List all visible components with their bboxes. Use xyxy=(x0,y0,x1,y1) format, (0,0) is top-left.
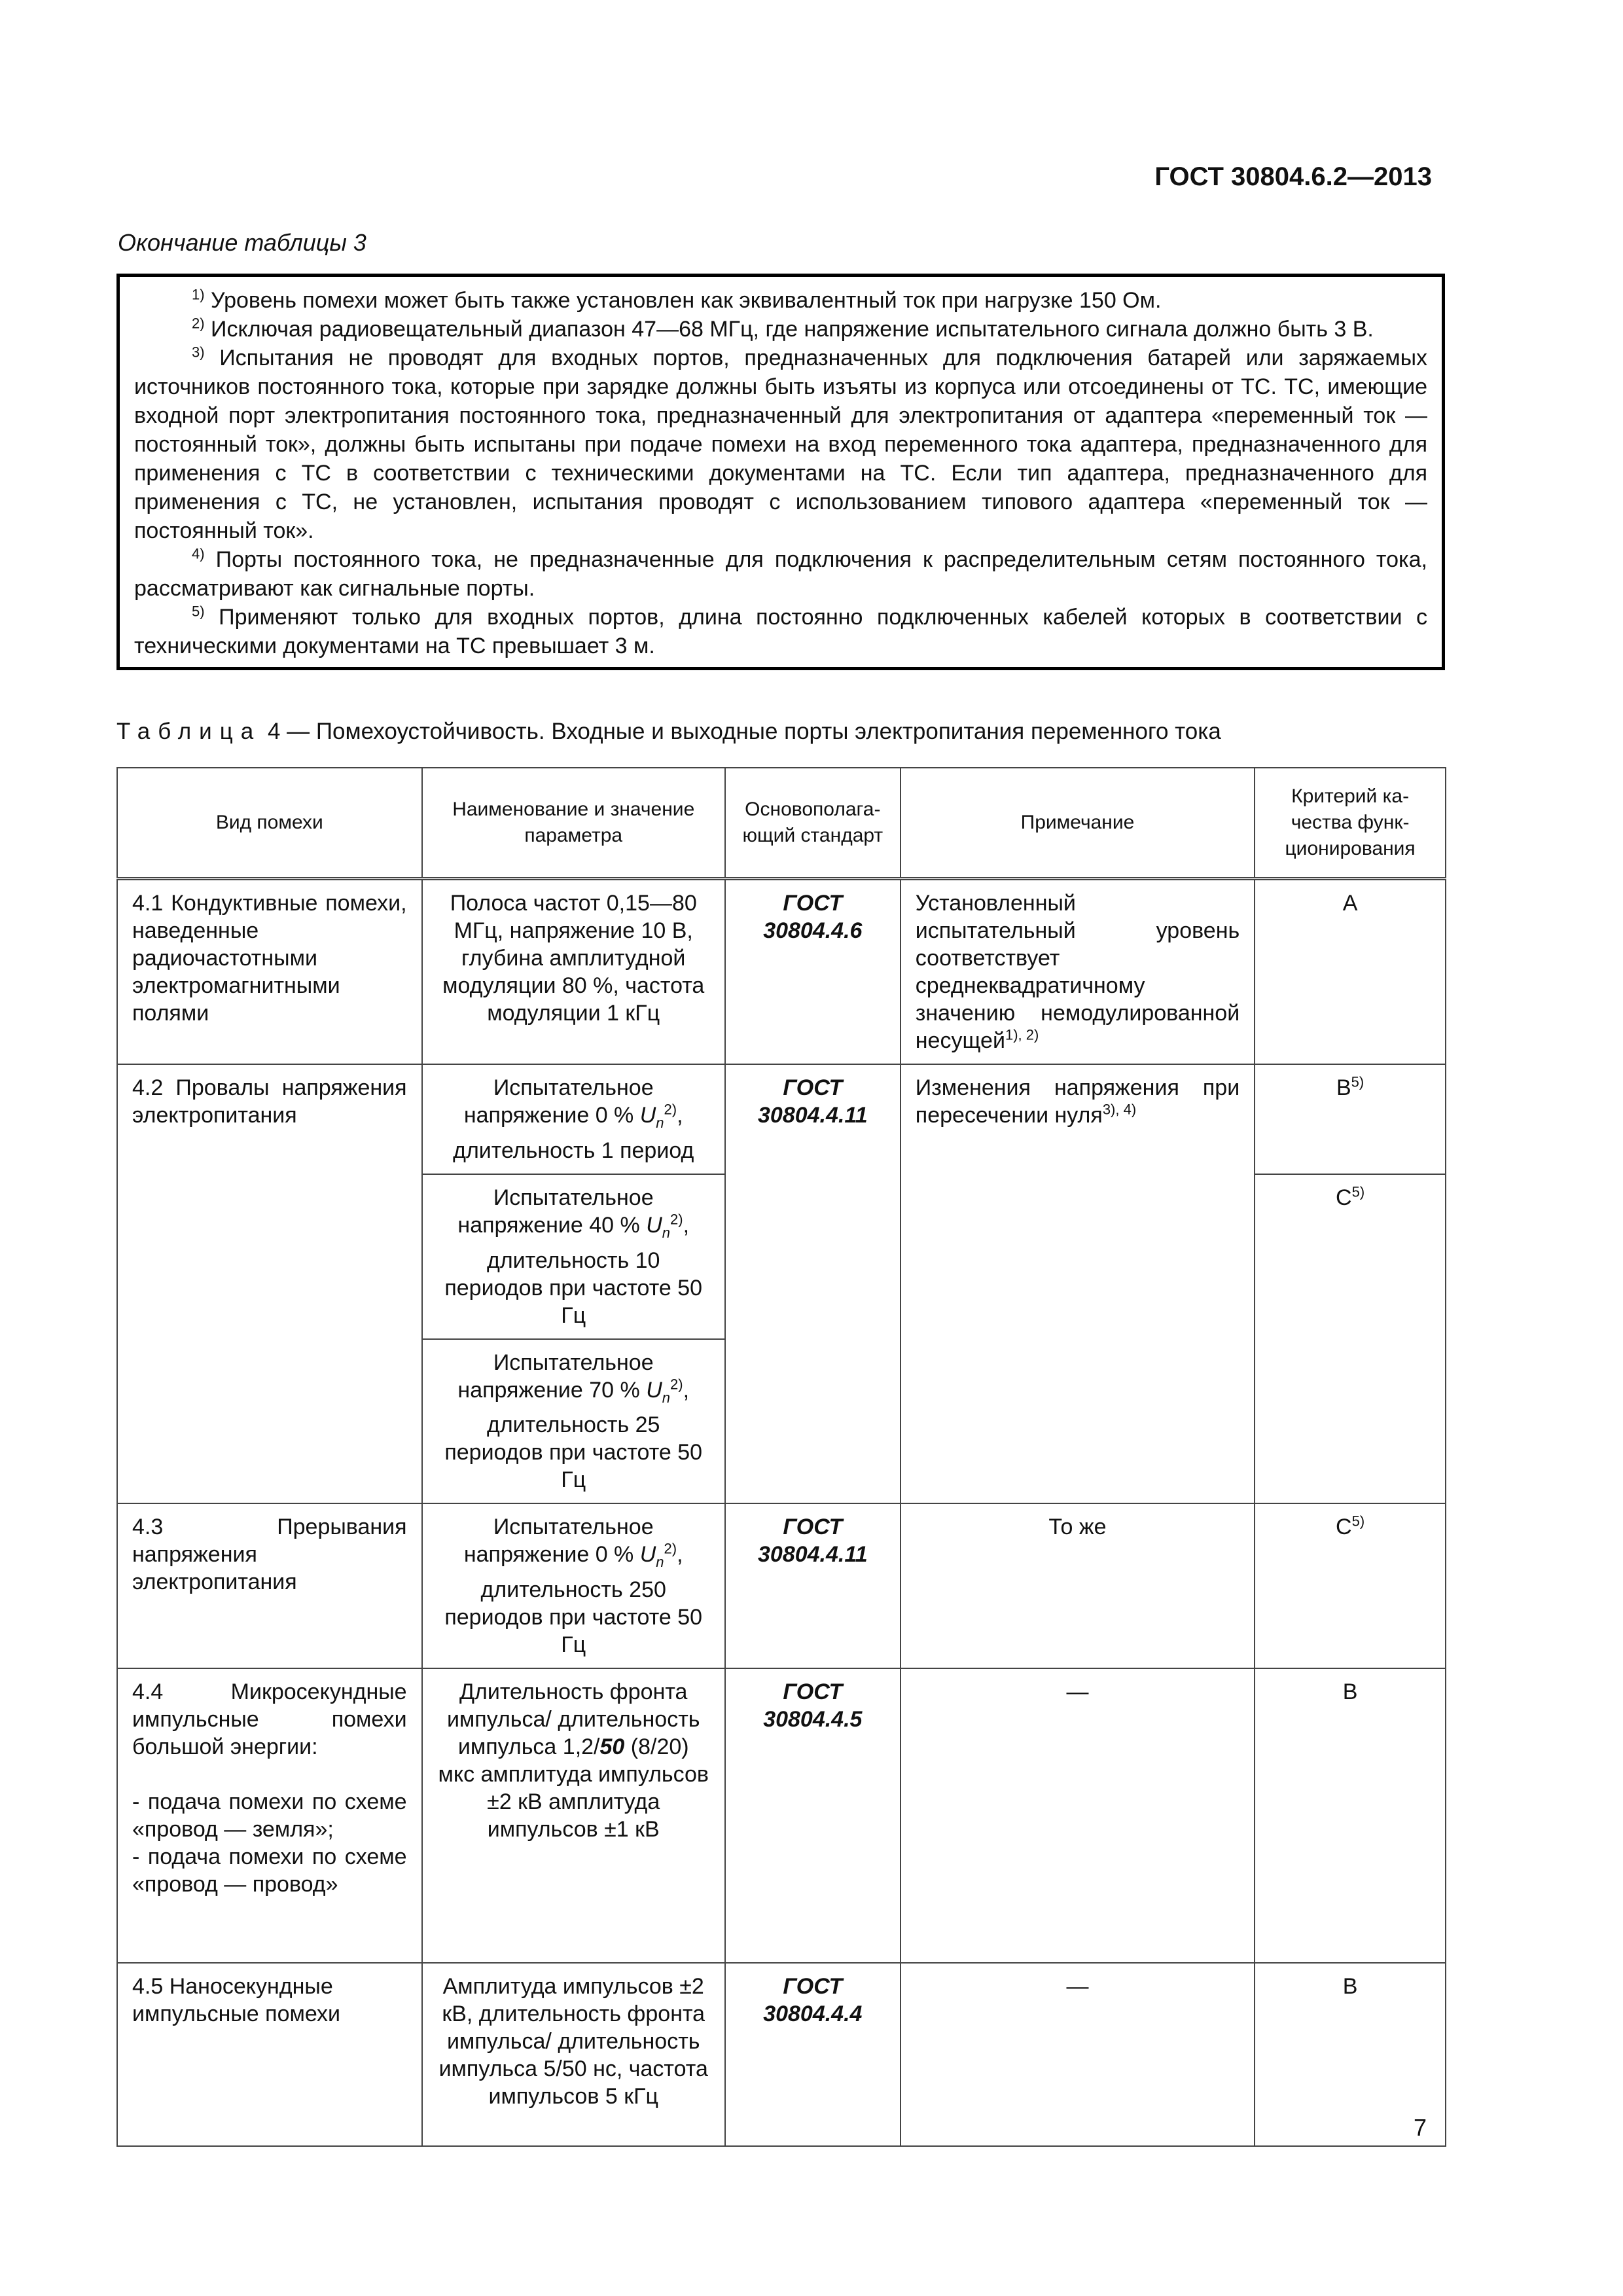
performance-criterion: В xyxy=(1255,1668,1446,1963)
immunity-table xyxy=(116,767,1446,2147)
disturbance-type: 4.4 Микросекундные импульсные помехи большой энергии: - подача помехи по схеме «провод — земля»; - подача помехи по схеме «провод — провод» xyxy=(117,1668,422,1963)
test-parameter: Испытательное напряжение 40 % $U_n^{2)}$, длительность 10 периодов при частоте 50 Гц xyxy=(422,1174,725,1339)
footnote: $^{1)}$ Уровень помехи может быть также установлен как эквивалентный ток при нагрузке 150 Ом. xyxy=(192,286,1162,313)
performance-criterion: В xyxy=(1255,1963,1446,2146)
basic-standard: ГОСТ 30804.4.11 xyxy=(725,1064,901,1503)
performance-criterion: А xyxy=(1255,879,1446,1065)
document-id: ГОСТ 30804.6.2—2013 xyxy=(1154,162,1432,191)
performance-criterion: $В^{5)}$ xyxy=(1255,1064,1446,1174)
table-caption: Таблица 4 — Помехоустойчивость. Входные и выходные порты электропитания переменного тока xyxy=(116,719,1221,744)
note-cell: Установленный испытательный уровень соответствует среднеквадратичному значению немодулированной несущей$^{1), 2)}$ xyxy=(901,879,1255,1065)
table-row xyxy=(117,1064,1446,1174)
basic-standard: ГОСТ 30804.4.11 xyxy=(725,1503,901,1668)
page-number: 7 xyxy=(1413,2114,1427,2141)
table-row xyxy=(117,1963,1446,2146)
performance-criterion: $С^{5)}$ xyxy=(1255,1503,1446,1668)
table-continuation-label: Окончание таблицы 3 xyxy=(118,229,366,256)
table-row xyxy=(117,1503,1446,1668)
footnote: $^{4)}$ Порты постоянного тока, не предназначенные для подключения к распределительным сетям постоянного тока, рассматривают как сигнальные порты. xyxy=(134,545,1427,601)
disturbance-type: 4.2 Провалы напряжения электропитания xyxy=(117,1064,422,1503)
footnote: $^{3)}$ Испытания не проводят для входных портов, предназначенных для подключения батарей или заряжаемых источников постоянного тока, которые при зарядке должны быть изъяты из корпуса или отсоединены от ТС. ТС, имеющие входной порт электропитания постоянного тока, предназначенный для электропитания от адаптера «переменный ток — постоянный ток», должны быть испытаны при подаче помехи на вход переменного тока адаптера, предназначенного для применения с ТС в соответствии с техническими документами на ТС. Если тип адаптера, предназначенного для применения с ТС, не установлен, испытания проводят с использованием типового адаптера «переменный ток — постоянный ток». xyxy=(134,344,1428,543)
disturbance-type: 4.3 Прерывания напряжения электропитания xyxy=(117,1503,422,1668)
test-parameter: Испытательное напряжение 0 % $U_n^{2)}$, длительность 1 период xyxy=(422,1064,725,1174)
table-row xyxy=(117,1668,1446,1963)
performance-criterion: $С^{5)}$ xyxy=(1255,1174,1446,1504)
test-parameter: Испытательное напряжение 70 % $U_n^{2)}$, длительность 25 периодов при частоте 50 Гц xyxy=(422,1339,725,1504)
column-header: Примечание xyxy=(901,768,1255,879)
basic-standard: ГОСТ 30804.4.4 xyxy=(725,1963,901,2146)
note-cell: — xyxy=(901,1963,1255,2146)
basic-standard: ГОСТ 30804.4.6 xyxy=(725,879,901,1065)
test-parameter: Испытательное напряжение 0 % $U_n^{2)}$, длительность 250 периодов при частоте 50 Гц xyxy=(422,1503,725,1668)
test-parameter: Длительность фронта импульса/ длительность импульса 1,2/50 (8/20) мкс амплитуда импульсов ±2 кВ амплитуда импульсов ±1 кВ xyxy=(422,1668,725,1963)
basic-standard: ГОСТ 30804.4.5 xyxy=(725,1668,901,1963)
test-parameter: Полоса частот 0,15—80 МГц, напряжение 10 В, глубина амплитудной модуляции 80 %, частота модуляции 1 кГц xyxy=(422,879,725,1065)
column-header: Наименование и значение параметра xyxy=(422,768,725,879)
column-header: Вид помехи xyxy=(117,768,422,879)
table-row xyxy=(117,879,1446,1065)
note-cell: Изменения напряжения при пересечении нуля$^{3), 4)}$ xyxy=(901,1064,1255,1503)
column-header: Основополага-ющий стандарт xyxy=(725,768,901,879)
column-header: Критерий ка-чества функ-ционирования xyxy=(1255,768,1446,879)
note-cell: — xyxy=(901,1668,1255,1963)
table-header-row xyxy=(117,768,1446,879)
footnote: $^{5)}$ Применяют только для входных портов, длина постоянно подключенных кабелей которых в соответствии с техническими документами на ТС превышает 3 м. xyxy=(134,603,1427,658)
disturbance-type: 4.5 Наносекундные импульсные помехи xyxy=(117,1963,422,2146)
footnotes-box xyxy=(116,274,1445,670)
test-parameter: Амплитуда импульсов ±2 кВ, длительность фронта импульса/ длительность импульса 5/50 нс, частота импульсов 5 кГц xyxy=(422,1963,725,2146)
disturbance-type: 4.1 Кондуктивные помехи, наведенные радиочастотными электромагнитными полями xyxy=(117,879,422,1065)
note-cell: То же xyxy=(901,1503,1255,1668)
footnote: $^{2)}$ Исключая радиовещательный диапазон 47—68 МГц, где напряжение испытательного сигнала должно быть 3 В. xyxy=(192,315,1374,342)
